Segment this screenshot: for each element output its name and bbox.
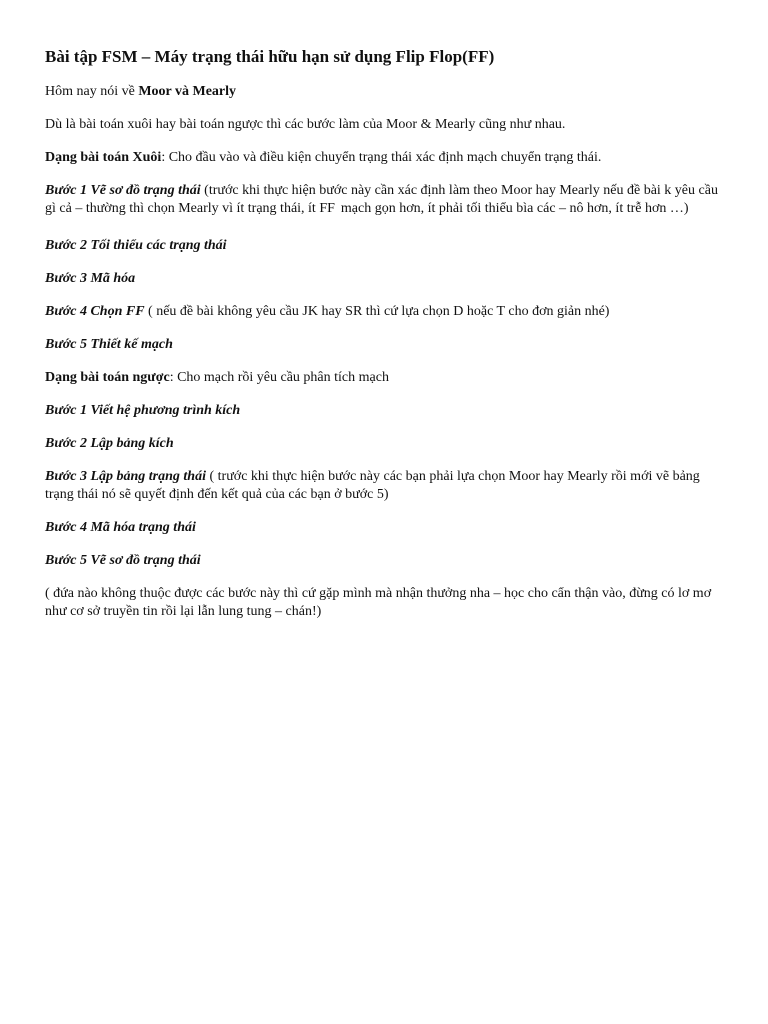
intro-text: Hôm nay nói về <box>45 84 139 99</box>
forward-problem-heading: Dạng bài toán Xuôi <box>45 150 162 165</box>
forward-step-5-label: Bước 5 Thiết kế mạch <box>45 337 173 352</box>
forward-step-4-label: Bước 4 Chọn FF <box>45 304 145 319</box>
forward-step-1-label: Bước 1 Vẽ sơ đồ trạng thái <box>45 183 201 198</box>
reverse-step-4 <box>45 519 725 537</box>
reverse-step-5-label: Bước 5 Vẽ sơ đồ trạng thái <box>45 553 201 568</box>
intro-paragraph <box>45 83 725 101</box>
reverse-step-3-label: Bước 3 Lập bảng trạng thái <box>45 469 206 484</box>
reverse-problem-description: : Cho mạch rồi yêu cầu phân tích mạch <box>169 370 389 385</box>
forward-step-4-note: ( nếu đề bài không yêu cầu JK hay SR thì cứ lựa chọn D hoặc T cho đơn giản nhé) <box>144 304 610 319</box>
forward-step-3-label: Bước 3 Mã hóa <box>45 271 136 286</box>
reverse-problem-heading: Dạng bài toán ngược <box>45 370 170 385</box>
reverse-problem-paragraph <box>45 369 725 387</box>
forward-step-5 <box>45 336 725 354</box>
forward-step-1 <box>45 182 725 222</box>
forward-step-1-note: (trước khi thực hiện bước này cần xác định làm theo Moor hay Mearly nếu đề bài k yêu cầu gì cả – thường thì chọn Mearly vì ít trạng thái, ít FF <box>45 183 718 216</box>
forward-step-1-note-continued: mạch gọn hơn, ít phải tối thiểu bìa các – nô hơn, ít trễ hơn …) <box>340 201 689 216</box>
reverse-step-1 <box>45 402 725 420</box>
same-steps-note: Dù là bài toán xuôi hay bài toán ngược thì các bước làm của Moor & Mearly cũng như nhau. <box>45 117 566 132</box>
forward-step-2 <box>45 237 725 255</box>
reverse-step-3-note: ( trước khi thực hiện bước này các bạn phải lựa chọn Moor hay Mearly rồi mới vẽ bảng trạng thái nó sẽ quyết định đến kết quả của các bạn ở bước 5) <box>45 469 700 502</box>
reverse-step-2-label: Bước 2 Lập bảng kích <box>45 436 174 451</box>
reverse-step-4-label: Bước 4 Mã hóa trạng thái <box>45 520 196 535</box>
reverse-step-1-label: Bước 1 Viết hệ phương trình kích <box>45 403 241 418</box>
closing-paragraph: ( đứa nào không thuộc được các bước này thì cứ gặp mình mà nhận thưởng nha – học cho cẩn thận vào, đừng có lơ mơ như cơ sở truyền tin rồi lại lẫn lung tung – chán!) <box>45 586 712 619</box>
forward-problem-paragraph <box>45 149 725 167</box>
forward-problem-description: : Cho đầu vào và điều kiện chuyển trạng thái xác định mạch chuyển trạng thái. <box>161 150 602 165</box>
reverse-step-3 <box>45 468 725 504</box>
reverse-step-5 <box>45 552 725 570</box>
reverse-step-2 <box>45 435 725 453</box>
forward-step-2-label: Bước 2 Tối thiểu các trạng thái <box>45 238 227 253</box>
forward-step-4 <box>45 303 725 321</box>
forward-step-3 <box>45 270 725 288</box>
intro-bold-text: Moor và Mearly <box>138 84 237 99</box>
document-page <box>45 46 725 636</box>
document-title: Bài tập FSM – Máy trạng thái hữu hạn sử dụng Flip Flop(FF) <box>45 47 495 66</box>
